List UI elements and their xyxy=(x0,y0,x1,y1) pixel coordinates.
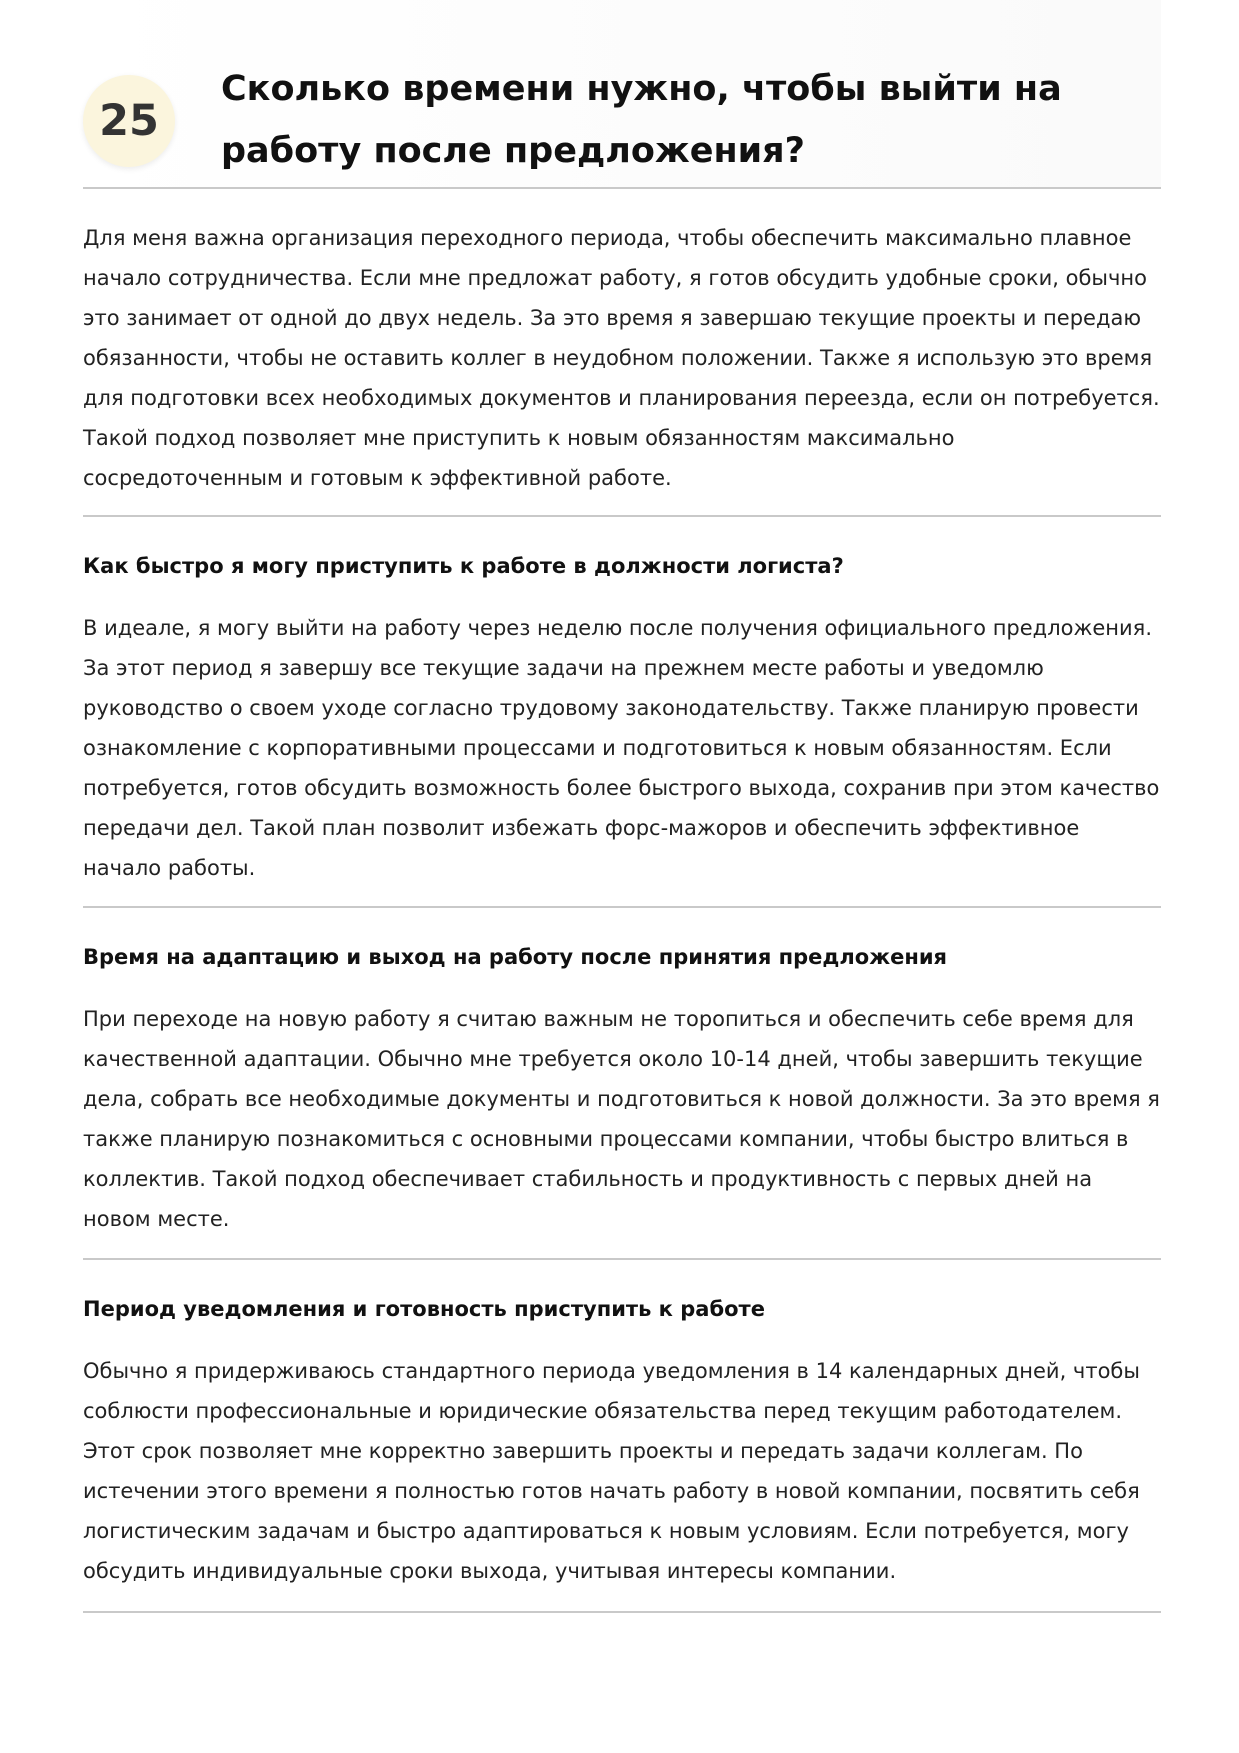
section-heading: Время на адаптацию и выход на работу после принятия предложения xyxy=(83,945,948,969)
intro-section xyxy=(83,189,1161,517)
section-heading: Как быстро я могу приступить к работе в должности логиста? xyxy=(83,554,844,578)
section-paragraph: Обычно я придерживаюсь стандартного периода уведомления в 14 календарных дней, чтобы соблюсти профессиональные и юридические обязательства перед текущим работодателем. Этот срок позволяет мне корректно завершить проекты и передать задачи коллегам. По истечении этого времени я полностью готов начать работу в новой компании, посвятить себя логистическим задачам и быстро адаптироваться к новым условиям. Если потребуется, могу обсудить индивидуальные сроки выхода, учитывая интересы компании. xyxy=(83,1359,1140,1583)
section-paragraph: В идеале, я могу выйти на работу через неделю после получения официального предложения. За этот период я завершу все текущие задачи на прежнем месте работы и уведомлю руководство о своем уходе согласно трудовому законодательству. Также планирую провести ознакомление с корпоративными процессами и подготовиться к новым обязанностям. Если потребуется, готов обсудить возможность более быстрого выхода, сохранив при этом качество передачи дел. Такой план позволит избежать форс-мажоров и обеспечить эффективное начало работы. xyxy=(83,616,1160,880)
section-heading: Период уведомления и готовность приступить к работе xyxy=(83,1297,765,1321)
question-header xyxy=(83,0,1161,189)
question-number-badge: 25 xyxy=(83,75,175,167)
intro-paragraph: Для меня важна организация переходного периода, чтобы обеспечить максимально плавное начало сотрудничества. Если мне предложат работу, я готов обсудить удобные сроки, обычно это занимает от одной до двух недель. За это время я завершаю текущие проекты и передаю обязанности, чтобы не оставить коллег в неудобном положении. Также я использую это время для подготовки всех необходимых документов и планирования переезда, если он потребуется. Такой подход позволяет мне приступить к новым обязанностям максимально сосредоточенным и готовым к эффективной работе. xyxy=(83,226,1160,490)
answer-section-3 xyxy=(83,1260,1161,1613)
section-paragraph: При переходе на новую работу я считаю важным не торопиться и обеспечить себе время для качественной адаптации. Обычно мне требуется около 10-14 дней, чтобы завершить текущие дела, собрать все необходимые документы и подготовиться к новой должности. За это время я также планирую познакомиться с основными процессами компании, чтобы быстро влиться в коллектив. Такой подход обеспечивает стабильность и продуктивность с первых дней на новом месте. xyxy=(83,1007,1160,1231)
answer-section-2 xyxy=(83,908,1161,1260)
answer-section-1 xyxy=(83,517,1161,908)
document-page xyxy=(83,0,1161,1613)
question-title: Сколько времени нужно, чтобы выйти на работу после предложения? xyxy=(221,69,1062,171)
